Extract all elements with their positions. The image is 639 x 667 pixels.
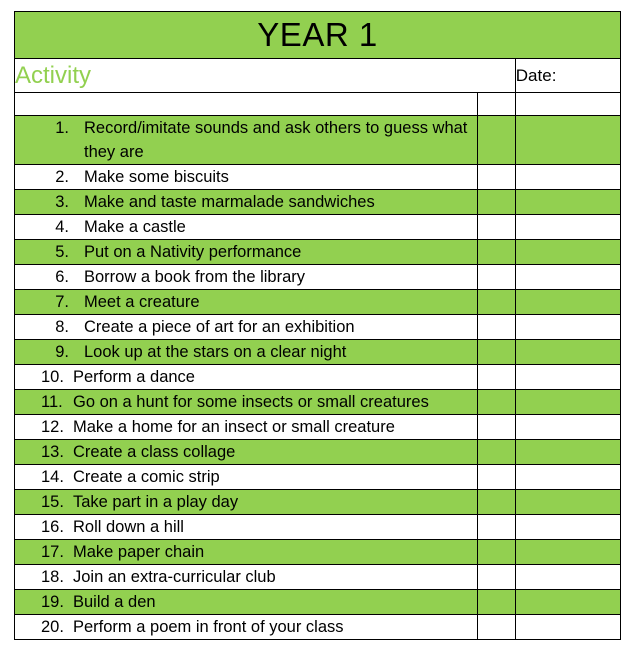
activity-number: 5. <box>55 243 69 261</box>
activity-row <box>15 615 621 640</box>
activity-text: Meet a creature <box>84 293 200 311</box>
activity-number: 20. <box>41 618 64 636</box>
activity-number: 11. <box>41 393 63 411</box>
activity-row <box>15 190 621 215</box>
check-cell[interactable] <box>477 565 515 590</box>
activity-text: Make a castle <box>84 218 186 236</box>
activity-cell <box>15 165 478 190</box>
check-cell[interactable] <box>477 165 515 190</box>
activity-number: 8. <box>55 318 69 336</box>
blank-cell <box>477 93 515 116</box>
activity-cell <box>15 440 478 465</box>
activity-cell <box>15 315 478 340</box>
activity-number: 2. <box>55 168 69 186</box>
activity-row <box>15 565 621 590</box>
activity-row <box>15 490 621 515</box>
activity-number: 6. <box>55 268 69 286</box>
activity-row <box>15 340 621 365</box>
date-cell[interactable] <box>515 465 620 490</box>
check-cell[interactable] <box>477 290 515 315</box>
activity-number: 13. <box>41 443 64 461</box>
activity-row <box>15 590 621 615</box>
activity-text: Take part in a play day <box>73 493 239 511</box>
activity-row <box>15 365 621 390</box>
activity-cell <box>15 190 478 215</box>
check-cell[interactable] <box>477 440 515 465</box>
activity-text: Roll down a hill <box>73 518 184 536</box>
date-cell[interactable] <box>515 315 620 340</box>
date-cell[interactable] <box>515 190 620 215</box>
activity-number: 7. <box>55 293 69 311</box>
date-cell[interactable] <box>515 515 620 540</box>
blank-cell <box>15 93 478 116</box>
activity-cell <box>15 290 478 315</box>
activity-number: 16. <box>41 518 64 536</box>
activity-row <box>15 515 621 540</box>
activity-row <box>15 290 621 315</box>
activity-number: 17. <box>41 543 64 561</box>
date-cell[interactable] <box>515 390 620 415</box>
activity-text: Make and taste marmalade sandwiches <box>84 193 375 211</box>
activity-text: Join an extra-curricular club <box>73 568 276 586</box>
activity-cell <box>15 390 478 415</box>
activity-row <box>15 240 621 265</box>
activity-row <box>15 390 621 415</box>
activity-text: Make some biscuits <box>84 168 229 186</box>
activity-number: 4. <box>55 218 69 236</box>
activity-row <box>15 465 621 490</box>
activity-text: Put on a Nativity performance <box>84 243 302 261</box>
activity-number: 9. <box>55 343 69 361</box>
check-cell[interactable] <box>477 490 515 515</box>
activity-cell <box>15 615 478 640</box>
check-cell[interactable] <box>477 615 515 640</box>
check-cell[interactable] <box>477 116 515 165</box>
activity-number: 15. <box>41 493 64 511</box>
activity-row <box>15 415 621 440</box>
date-cell[interactable] <box>515 340 620 365</box>
blank-row <box>15 93 621 116</box>
header-row <box>15 59 621 93</box>
activity-number: 12. <box>41 418 64 436</box>
page-title: YEAR 1 <box>15 12 621 59</box>
activity-cell <box>15 340 478 365</box>
check-cell[interactable] <box>477 540 515 565</box>
activity-cell <box>15 215 478 240</box>
activity-cell <box>15 415 478 440</box>
date-cell[interactable] <box>515 240 620 265</box>
date-cell[interactable] <box>515 365 620 390</box>
check-cell[interactable] <box>477 190 515 215</box>
activity-text: Build a den <box>73 593 156 611</box>
date-column-header: Date: <box>515 59 620 93</box>
activity-number: 18. <box>41 568 64 586</box>
date-cell[interactable] <box>515 615 620 640</box>
activity-row <box>15 440 621 465</box>
check-cell[interactable] <box>477 365 515 390</box>
check-cell[interactable] <box>477 590 515 615</box>
activity-row <box>15 215 621 240</box>
check-cell[interactable] <box>477 415 515 440</box>
activity-cell <box>15 240 478 265</box>
activity-column-header: Activity <box>15 59 516 93</box>
activity-cell <box>15 365 478 390</box>
title-row <box>15 12 621 59</box>
date-cell[interactable] <box>515 165 620 190</box>
check-cell[interactable] <box>477 265 515 290</box>
activity-number: 14. <box>41 468 64 486</box>
activity-checklist-table <box>14 11 621 640</box>
date-cell[interactable] <box>515 540 620 565</box>
activity-number: 19. <box>41 593 64 611</box>
activity-text: Look up at the stars on a clear night <box>84 343 347 361</box>
activity-number: 10. <box>41 368 64 386</box>
activity-text: Record/imitate sounds and ask others to guess what they are <box>84 119 468 161</box>
activity-text: Create a comic strip <box>73 468 220 486</box>
activity-text: Make paper chain <box>73 543 205 561</box>
activity-cell <box>15 590 478 615</box>
check-cell[interactable] <box>477 465 515 490</box>
activity-cell <box>15 116 478 165</box>
activity-text: Borrow a book from the library <box>84 268 306 286</box>
check-cell[interactable] <box>477 515 515 540</box>
check-cell[interactable] <box>477 390 515 415</box>
activity-cell <box>15 565 478 590</box>
check-cell[interactable] <box>477 240 515 265</box>
activity-number: 1. <box>55 119 69 137</box>
activity-text: Create a class collage <box>73 443 236 461</box>
date-cell[interactable] <box>515 490 620 515</box>
activity-text: Perform a dance <box>73 368 195 386</box>
activity-cell <box>15 540 478 565</box>
check-cell[interactable] <box>477 340 515 365</box>
date-cell[interactable] <box>515 415 620 440</box>
activity-cell <box>15 490 478 515</box>
activity-row <box>15 265 621 290</box>
activity-cell <box>15 515 478 540</box>
activity-cell <box>15 465 478 490</box>
date-cell[interactable] <box>515 565 620 590</box>
activity-row <box>15 116 621 165</box>
activity-text: Perform a poem in front of your class <box>73 618 344 636</box>
activity-text: Go on a hunt for some insects or small creatures <box>73 393 429 411</box>
date-cell[interactable] <box>515 265 620 290</box>
date-cell[interactable] <box>515 116 620 165</box>
activity-row <box>15 315 621 340</box>
activity-number: 3. <box>55 193 69 211</box>
date-cell[interactable] <box>515 215 620 240</box>
blank-cell <box>515 93 620 116</box>
check-cell[interactable] <box>477 215 515 240</box>
activity-text: Create a piece of art for an exhibition <box>84 318 355 336</box>
activity-row <box>15 540 621 565</box>
date-cell[interactable] <box>515 440 620 465</box>
activity-text: Make a home for an insect or small creature <box>73 418 395 436</box>
check-cell[interactable] <box>477 315 515 340</box>
date-cell[interactable] <box>515 290 620 315</box>
date-cell[interactable] <box>515 590 620 615</box>
activity-row <box>15 165 621 190</box>
activity-cell <box>15 265 478 290</box>
